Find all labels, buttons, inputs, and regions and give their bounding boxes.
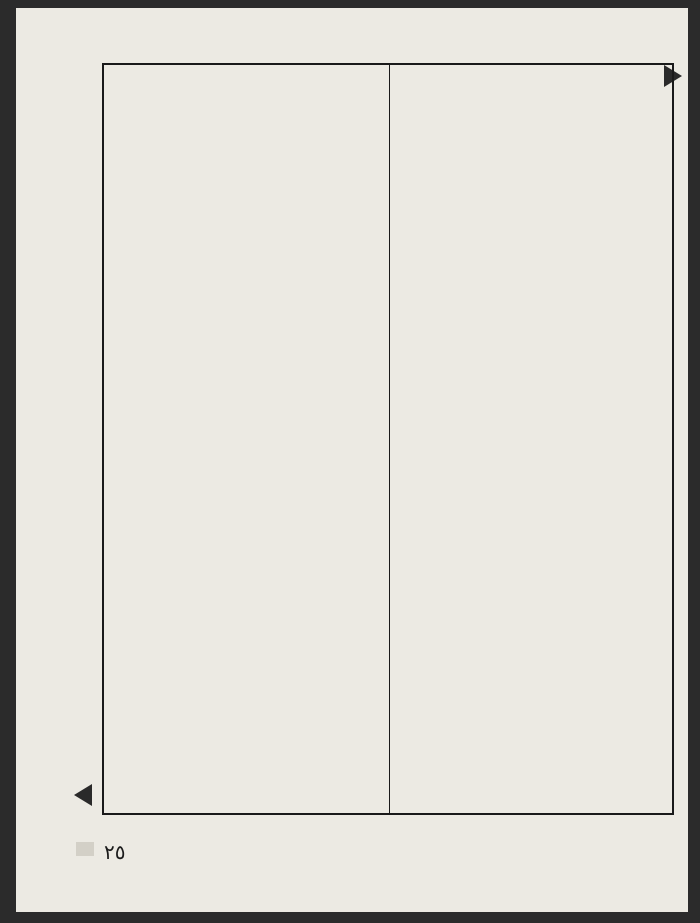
- left-column: [114, 73, 378, 805]
- scan-mark: [76, 842, 94, 856]
- page-number: ٢٥: [104, 840, 126, 864]
- document-page: [16, 8, 688, 912]
- text-frame: [102, 63, 674, 815]
- triangle-left-icon: [74, 784, 92, 806]
- column-divider: [389, 65, 390, 813]
- right-column: [398, 73, 662, 805]
